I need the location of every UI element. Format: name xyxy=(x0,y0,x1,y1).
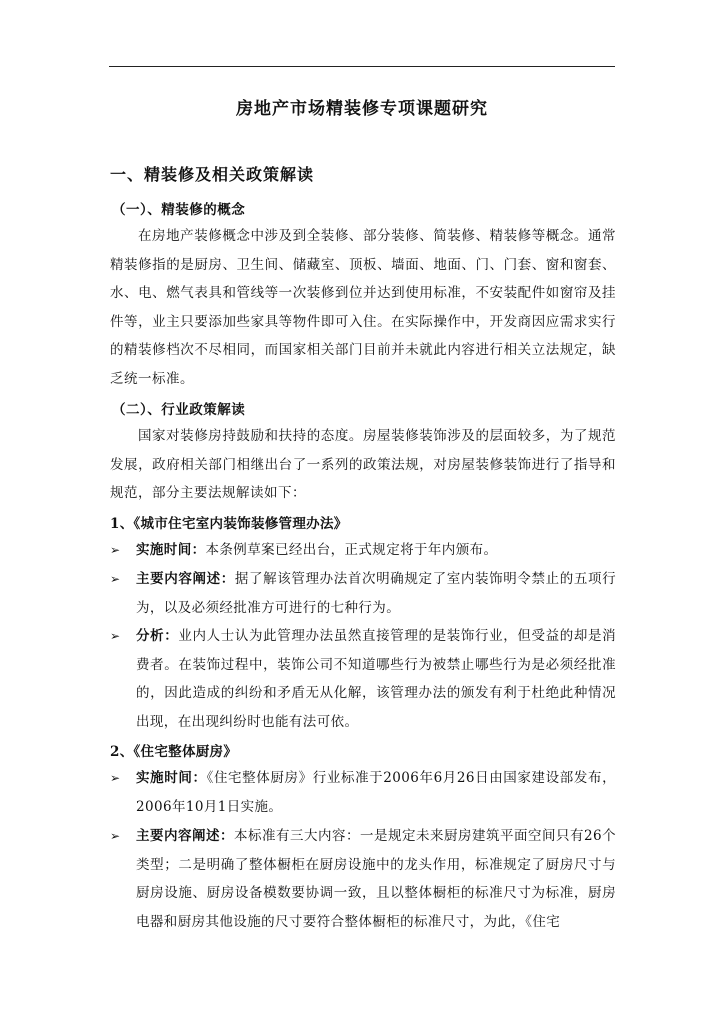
list-item xyxy=(110,764,616,821)
list-item-text xyxy=(136,565,616,622)
list-item xyxy=(110,622,616,736)
arrowhead-bullet-icon: ➢ xyxy=(110,543,121,557)
list-item-text xyxy=(136,536,616,565)
subsection-heading-concept: （一）、精装修的概念 xyxy=(112,202,246,218)
arrowhead-bullet-icon: ➢ xyxy=(110,829,121,843)
list-item-body: 《住宅整体厨房》行业标准于2006年6月26日由国家建设部发布，2006年10月1日实施。 xyxy=(136,770,616,815)
list-item-body: 据了解该管理办法首次明确规定了室内装饰明令禁止的五项行为，以及必须经批准方可进行的七种行为。 xyxy=(136,571,616,616)
law-heading-integral-kitchen: 2、《住宅整体厨房》 xyxy=(110,744,238,760)
list-item xyxy=(110,536,616,565)
list-item xyxy=(110,822,616,936)
list-item-text xyxy=(136,622,616,736)
list-item-text xyxy=(136,822,616,936)
arrowhead-bullet-icon: ➢ xyxy=(110,629,121,643)
list-item xyxy=(110,565,616,622)
arrowhead-bullet-icon: ➢ xyxy=(110,572,121,586)
subsection-heading-industry-policy: （二）、行业政策解读 xyxy=(112,402,246,418)
list-item-label: 分析： xyxy=(136,628,179,644)
list-item-body: 本条例草案已经出台，正式规定将于年内颁布。 xyxy=(205,542,498,558)
list-item-label: 主要内容阐述： xyxy=(136,828,234,844)
document-title: 房地产市场精装修专项课题研究 xyxy=(236,99,488,119)
list-item-text xyxy=(136,764,616,821)
list-item-label: 实施时间： xyxy=(136,542,206,558)
list-item-label: 实施时间： xyxy=(136,770,207,786)
section-heading-policy: 一、精装修及相关政策解读 xyxy=(110,165,315,184)
arrowhead-bullet-icon: ➢ xyxy=(110,771,121,785)
list-item-body: 业内人士认为此管理办法虽然直接管理的是装饰行业，但受益的却是消费者。在装饰过程中，装饰公司不知道哪些行为被禁止哪些行为是必须经批准的，因此造成的纠纷和矛盾无从化解，该管理办法的颁发有利于杜绝此种情况出现，在出现纠纷时也能有法可依。 xyxy=(136,628,616,730)
paragraph-concept: 在房地产装修概念中涉及到全装修、部分装修、简装修、精装修等概念。通常精装修指的是厨房、卫生间、储藏室、顶板、墙面、地面、门、门套、窗和窗套、水、电、燃气表具和管线等一次装修到位并达到使用标准，不安装配件如窗帘及挂件等，业主只要添加些家具等物件即可入住。在实际操作中，开发商因应需求实行的精装修档次不尽相同，而国家相关部门目前并未就此内容进行相关立法规定，缺乏统一标准。 xyxy=(110,228,616,387)
paragraph-industry-policy: 国家对装修房持鼓励和扶持的态度。房屋装修装饰涉及的层面较多，为了规范发展，政府相关部门相继出台了一系列的政策法规，对房屋装修装饰进行了指导和规范，部分主要法规解读如下： xyxy=(110,428,616,502)
list-item-label: 主要内容阐述： xyxy=(136,571,235,587)
header-rule xyxy=(109,66,615,67)
law-heading-interior-decoration: 1、《城市住宅室内装饰装修管理办法》 xyxy=(110,516,348,532)
list-item-body: 本标准有三大内容：一是规定未来厨房建筑平面空间只有26个类型；二是明确了整体橱柜在厨房设施中的龙头作用，标准规定了厨房尺寸与厨房设施、厨房设备模数要协调一致，且以整体橱柜的标准尺寸为标准，厨房电器和厨房其他设施的尺寸要符合整体橱柜的标准尺寸，为此，《住宅 xyxy=(136,828,616,930)
